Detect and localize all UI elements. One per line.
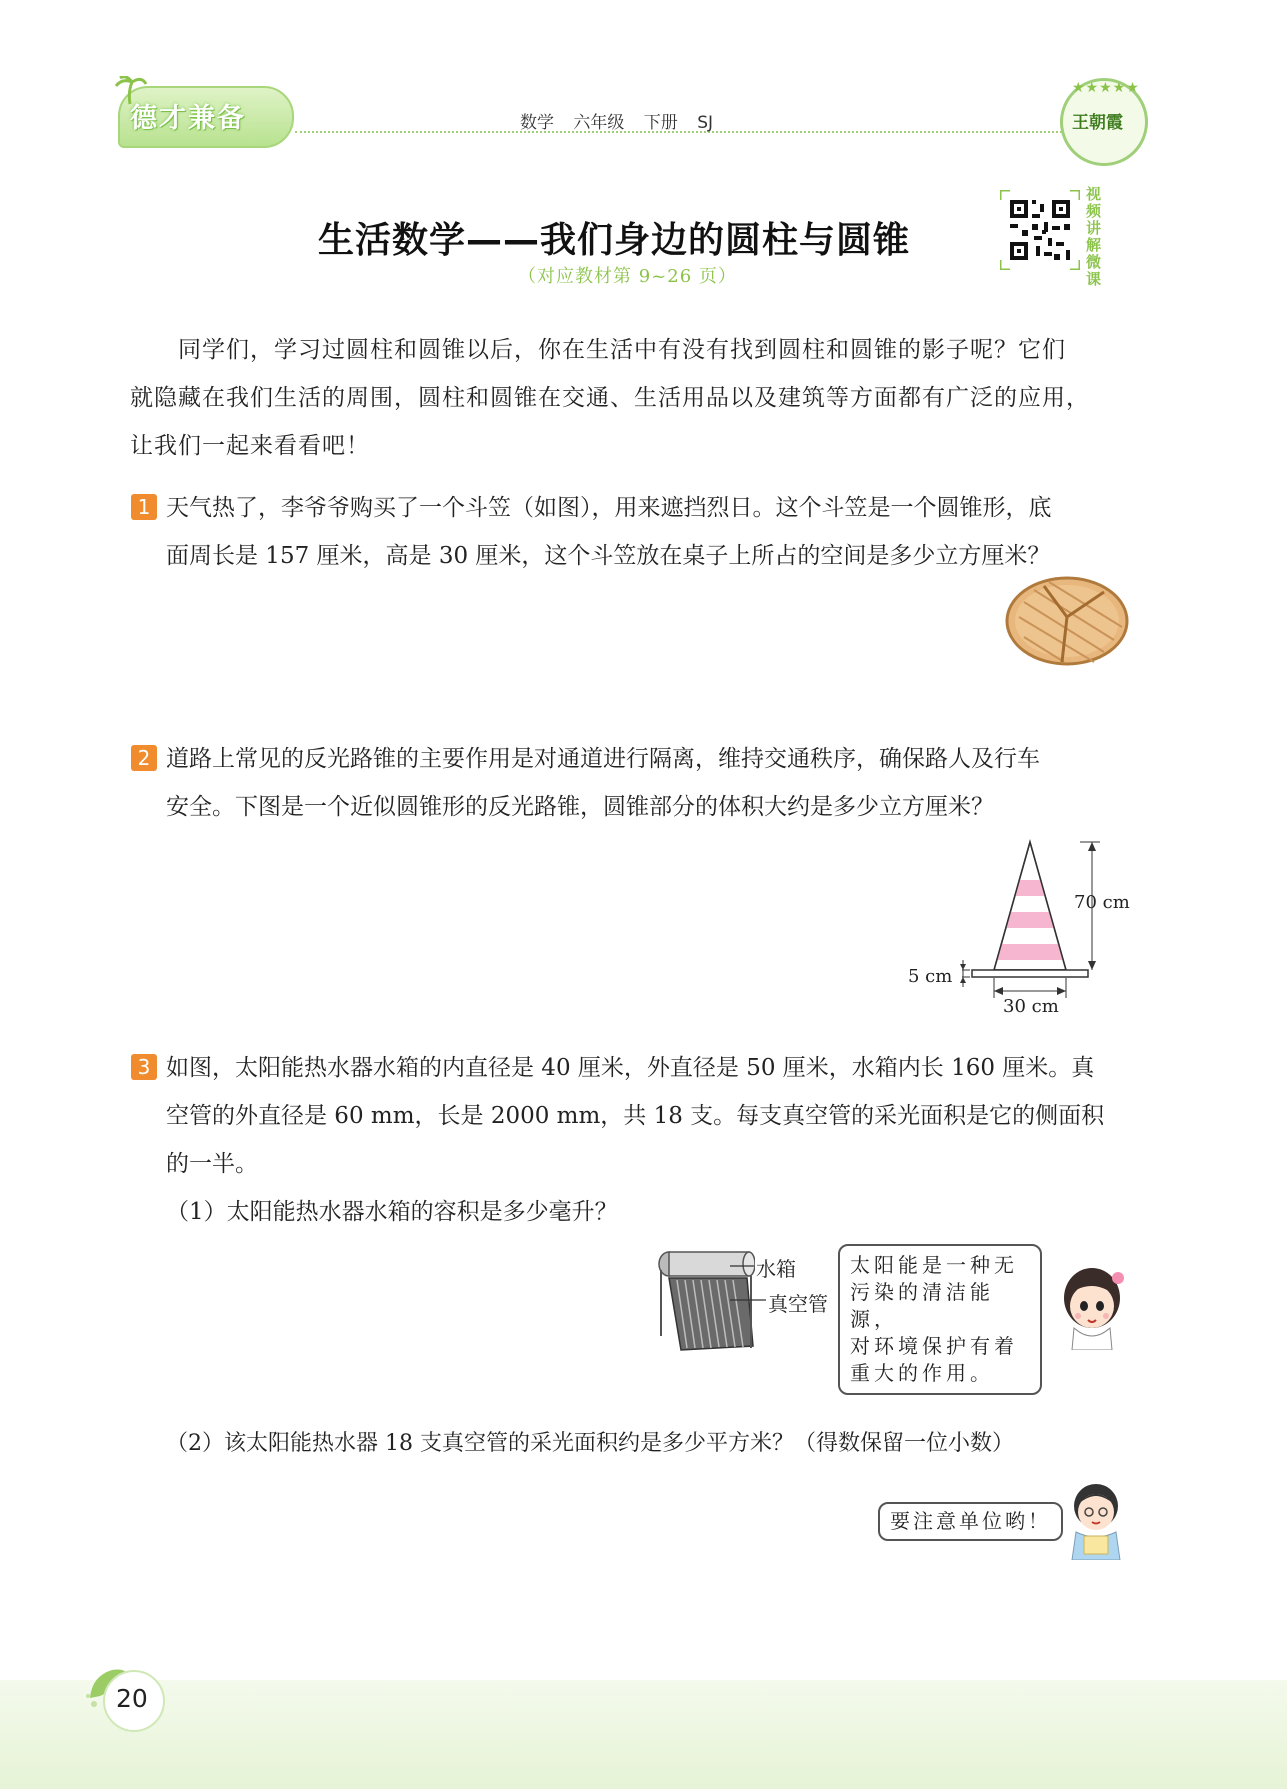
question-1-line-2: 面周长是 157 厘米，高是 30 厘米，这个斗笠放在桌子上所占的空间是多少立方厘米？ <box>166 543 1051 569</box>
speech-bubble-tip: 要注意单位哟！ <box>878 1502 1063 1541</box>
question-3-line-3: 的一半。 <box>166 1151 258 1177</box>
bubble-line: 太阳能是一种无 <box>850 1253 1018 1277</box>
question-3-line-1: 如图，太阳能热水器水箱的内直径是 40 厘米，外直径是 50 厘米，水箱内长 160 厘米。真 <box>166 1055 1095 1081</box>
tube-label: 真空管 <box>768 1292 828 1316</box>
bubble-line: 对环境保护有着 <box>850 1334 1018 1358</box>
traffic-cone-figure <box>900 838 1120 1020</box>
page-title: 生活数学——我们身边的圆柱与圆锥 <box>318 220 911 261</box>
question-2-line-2: 安全。下图是一个近似圆锥形的反光路锥，圆锥部分的体积大约是多少立方厘米？ <box>166 794 994 820</box>
cone-width-label: 30 cm <box>1003 996 1059 1017</box>
qr-code-icon[interactable] <box>1000 190 1080 270</box>
question-number-1: 1 <box>131 494 157 520</box>
cone-base-thickness-label: 5 cm <box>908 966 953 987</box>
stars-icon: ★★★★★ <box>1072 80 1140 96</box>
speech-bubble-solar <box>838 1244 1042 1395</box>
question-number-3: 3 <box>131 1054 157 1080</box>
intro-line-3: 让我们一起来看看吧！ <box>130 433 370 459</box>
bubble-line: 重大的作用。 <box>850 1361 994 1385</box>
palm-tree-icon <box>112 76 148 106</box>
question-3-sub-1: （1）太阳能热水器水箱的容积是多少毫升？ <box>166 1199 618 1225</box>
girl-character-image <box>1056 1264 1130 1350</box>
question-3-sub-2: （2）该太阳能热水器 18 支真空管的采光面积约是多少平方米？（得数保留一位小数） <box>166 1431 1014 1456</box>
question-number-2: 2 <box>131 745 157 771</box>
intro-line-2: 就隐藏在我们生活的周围，圆柱和圆锥在交通、生活用品以及建筑等方面都有广泛的应用， <box>130 385 1090 411</box>
logo-text: 德才兼备 <box>130 103 246 134</box>
tank-label: 水箱 <box>756 1257 796 1281</box>
bubble-line: 污染的清洁能源， <box>850 1280 994 1331</box>
book-subject: 数学 六年级 下册 SJ <box>520 113 714 133</box>
qr-label: 视频讲解微课 <box>1086 185 1102 288</box>
page-number: 20 <box>116 1684 148 1713</box>
seal-text: 王朝霞 <box>1072 113 1123 133</box>
question-3-line-2: 空管的外直径是 60 mm，长是 2000 mm，共 18 支。每支真空管的采光面积是它的侧面积 <box>166 1103 1105 1129</box>
boy-character-image <box>1062 1480 1130 1560</box>
question-2-line-1: 道路上常见的反光路锥的主要作用是对通道进行隔离，维持交通秩序，确保路人及行车 <box>166 746 1040 772</box>
question-1-line-1: 天气热了，李爷爷购买了一个斗笠（如图），用来遮挡烈日。这个斗笠是一个圆锥形，底 <box>166 495 1052 521</box>
intro-line-1: 同学们，学习过圆柱和圆锥以后，你在生活中有没有找到圆柱和圆锥的影子呢？它们 <box>178 337 1066 363</box>
bamboo-hat-image <box>1004 572 1130 666</box>
page-subtitle: （对应教材第 9~26 页） <box>518 266 737 287</box>
cone-height-label: 70 cm <box>1074 892 1130 913</box>
footer-band <box>0 1680 1287 1789</box>
